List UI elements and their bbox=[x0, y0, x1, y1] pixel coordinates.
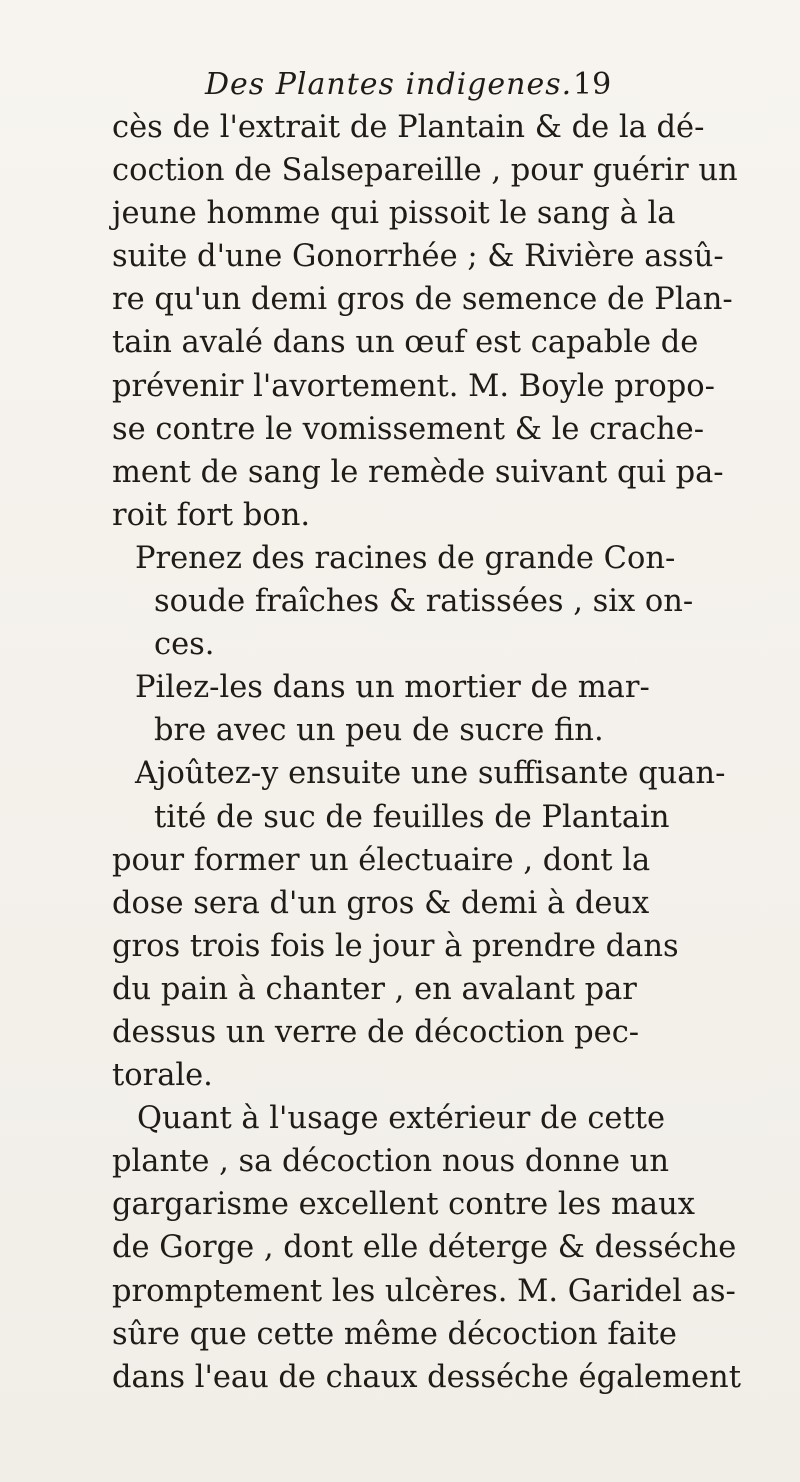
text-line-11: Prenez des racines de grande Con- bbox=[135, 540, 676, 576]
text-line-29: sûre que cette même décoction faite bbox=[112, 1316, 677, 1352]
text-line-27: de Gorge , dont elle déterge & desséche bbox=[112, 1230, 737, 1266]
page-header bbox=[205, 67, 615, 110]
text-line-12: soude fraîches & ratissées , six on- bbox=[154, 584, 694, 620]
page-body bbox=[112, 106, 741, 1395]
running-head: Des Plantes indigenes. bbox=[205, 67, 573, 102]
text-line-20: gros trois fois le jour à prendre dans bbox=[112, 928, 679, 964]
page-number: 19 bbox=[573, 67, 612, 102]
text-line-30: dans l'eau de chaux desséche également bbox=[112, 1359, 741, 1395]
text-line-5: re qu'un demi gros de semence de Plan- bbox=[112, 282, 733, 318]
text-line-8: se contre le vomissement & le crache- bbox=[112, 411, 705, 447]
text-line-18: pour former un électuaire , dont la bbox=[112, 842, 651, 878]
text-line-16: Ajoûtez-y ensuite une suffisante quan- bbox=[135, 756, 726, 792]
text-line-23: torale. bbox=[112, 1058, 213, 1094]
text-line-7: prévenir l'avortement. M. Boyle propo- bbox=[112, 368, 715, 404]
text-line-1: cès de l'extrait de Plantain & de la dé- bbox=[112, 110, 705, 145]
text-line-19: dose sera d'un gros & demi à deux bbox=[112, 885, 650, 921]
text-line-6: tain avalé dans un œuf est capable de bbox=[112, 325, 699, 361]
text-line-28: promptement les ulcères. M. Garidel as- bbox=[112, 1273, 736, 1309]
text-line-2: coction de Salsepareille , pour guérir un bbox=[112, 153, 738, 189]
text-line-25: plante , sa décoction nous donne un bbox=[112, 1144, 670, 1180]
text-line-26: gargarisme excellent contre les maux bbox=[112, 1187, 695, 1223]
text-line-14: Pilez-les dans un mortier de mar- bbox=[135, 670, 650, 706]
text-line-10: roit fort bon. bbox=[112, 497, 311, 533]
text-line-17: tité de suc de feuilles de Plantain bbox=[154, 799, 670, 835]
text-line-15: bre avec un peu de sucre fin. bbox=[154, 713, 604, 749]
text-line-9: ment de sang le remède suivant qui pa- bbox=[112, 454, 724, 490]
text-line-21: du pain à chanter , en avalant par bbox=[112, 971, 637, 1007]
text-line-13: ces. bbox=[154, 627, 215, 663]
text-line-3: jeune homme qui pissoit le sang à la bbox=[112, 196, 676, 232]
text-line-22: dessus un verre de décoction pec- bbox=[112, 1014, 640, 1050]
text-line-4: suite d'une Gonorrhée ; & Rivière assû- bbox=[112, 239, 724, 275]
text-line-24: Quant à l'usage extérieur de cette bbox=[137, 1101, 666, 1137]
